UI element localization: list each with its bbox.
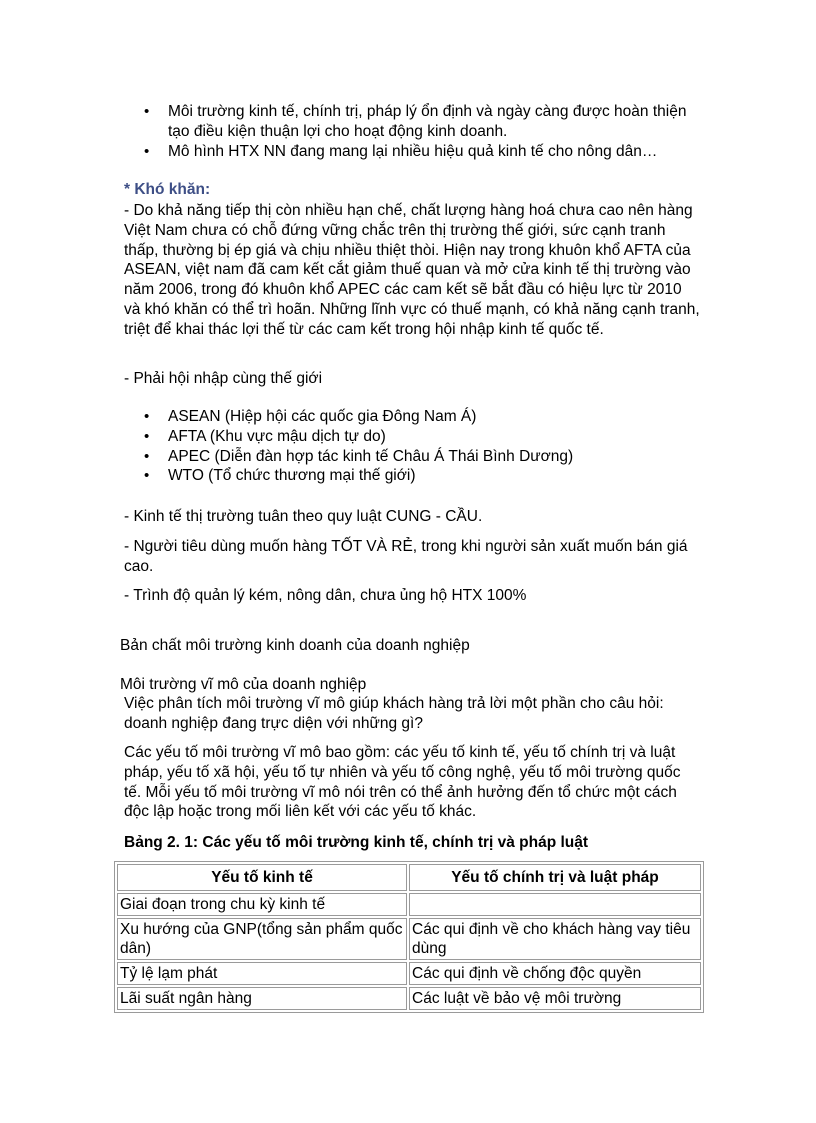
difficulties-paragraph: - Do khả năng tiếp thị còn nhiều hạn chế, chất lượng hàng hoá chưa cao nên hàng Việt Nam chưa có chỗ đứng vững chắc trên thị trường thế giới, sức cạnh tranh thấp, thường bị ép giá và chịu nhiều thiệt thòi. Hiện nay trong khuôn khổ AFTA của ASEAN, việt nam đã cam kết cắt giảm thuế quan và mở cửa kinh tế thị trường vào năm 2006, trong đó khuôn khổ APEC các cam kết sẽ bắt đầu có hiệu lực từ 2010 và khó khăn có thể trì hoãn. Những lĩnh vực có thuế mạnh, có khả năng cạnh tranh, triệt để khai thác lợi thế từ các cam kết trong hội nhập kinh tế quốc tế.	[124, 202, 700, 338]
factors-table	[114, 861, 704, 1013]
table-header-row	[117, 864, 701, 891]
difficulties-heading: * Khó khăn:	[124, 181, 211, 198]
table-cell: Các luật về bảo vệ môi trường	[409, 987, 701, 1010]
column-header: Yếu tố kinh tế	[117, 864, 407, 891]
table-cell: Lãi suất ngân hàng	[117, 987, 407, 1010]
organizations-list	[168, 407, 688, 486]
table-row	[117, 893, 701, 916]
macro-environment-title: Môi trường vĩ mô của doanh nghiệp	[120, 676, 367, 693]
list-item: • APEC (Diễn đàn hợp tác kinh tế Châu Á Thái Bình Dương)	[168, 447, 688, 467]
list-item: • WTO (Tổ chức thương mại thế giới)	[168, 466, 688, 486]
table-cell: Các qui định về cho khách hàng vay tiêu dùng	[409, 918, 701, 960]
table-cell: Xu hướng của GNP(tổng sản phẩm quốc dân)	[117, 918, 407, 960]
table-cell: Các qui định về chống độc quyền	[409, 962, 701, 985]
list-item: • ASEAN (Hiệp hội các quốc gia Đông Nam Á)	[168, 407, 688, 427]
macro-paragraph-1: Việc phân tích môi trường vĩ mô giúp khách hàng trả lời một phần cho câu hỏi: doanh nghiệp đang trực diện với những gì?	[124, 695, 664, 732]
table-caption: Bảng 2. 1: Các yếu tố môi trường kinh tế, chính trị và pháp luật	[124, 834, 589, 851]
management-line: - Trình độ quản lý kém, nông dân, chưa ủng hộ HTX 100%	[124, 587, 527, 604]
table-row	[117, 962, 701, 985]
consumer-line: - Người tiêu dùng muốn hàng TỐT VÀ RẺ, trong khi người sản xuất muốn bán giá cao.	[124, 538, 688, 575]
supply-demand-line: - Kinh tế thị trường tuân theo quy luật CUNG - CẦU.	[124, 508, 483, 525]
list-item: • AFTA (Khu vực mậu dịch tự do)	[168, 427, 688, 447]
table-row	[117, 987, 701, 1010]
advantages-list	[168, 102, 688, 161]
table-cell: Tỷ lệ lạm phát	[117, 962, 407, 985]
list-item: • Mô hình HTX NN đang mang lại nhiều hiệu quả kinh tế cho nông dân…	[168, 142, 688, 162]
list-item: • Môi trường kinh tế, chính trị, pháp lý ổn định và ngày càng được hoàn thiện tạo điều kiện thuận lợi cho hoạt động kinh doanh.	[168, 102, 688, 142]
business-environment-title: Bản chất môi trường kinh doanh của doanh nghiệp	[120, 637, 470, 654]
integration-line: - Phải hội nhập cùng thế giới	[124, 370, 323, 387]
table-cell: Giai đoạn trong chu kỳ kinh tế	[117, 893, 407, 916]
table-row	[117, 918, 701, 960]
table-cell	[409, 893, 701, 916]
macro-paragraph-2: Các yếu tố môi trường vĩ mô bao gồm: các yếu tố kinh tế, yếu tố chính trị và luật pháp, yếu tố xã hội, yếu tố tự nhiên và yếu tố công nghệ, yếu tố môi trường quốc tế. Mỗi yếu tố môi trường vĩ mô nói trên có thể ảnh hưởng đến tổ chức một cách độc lập hoặc trong mối liên kết với các yếu tố khác.	[124, 744, 681, 821]
column-header: Yếu tố chính trị và luật pháp	[409, 864, 701, 891]
